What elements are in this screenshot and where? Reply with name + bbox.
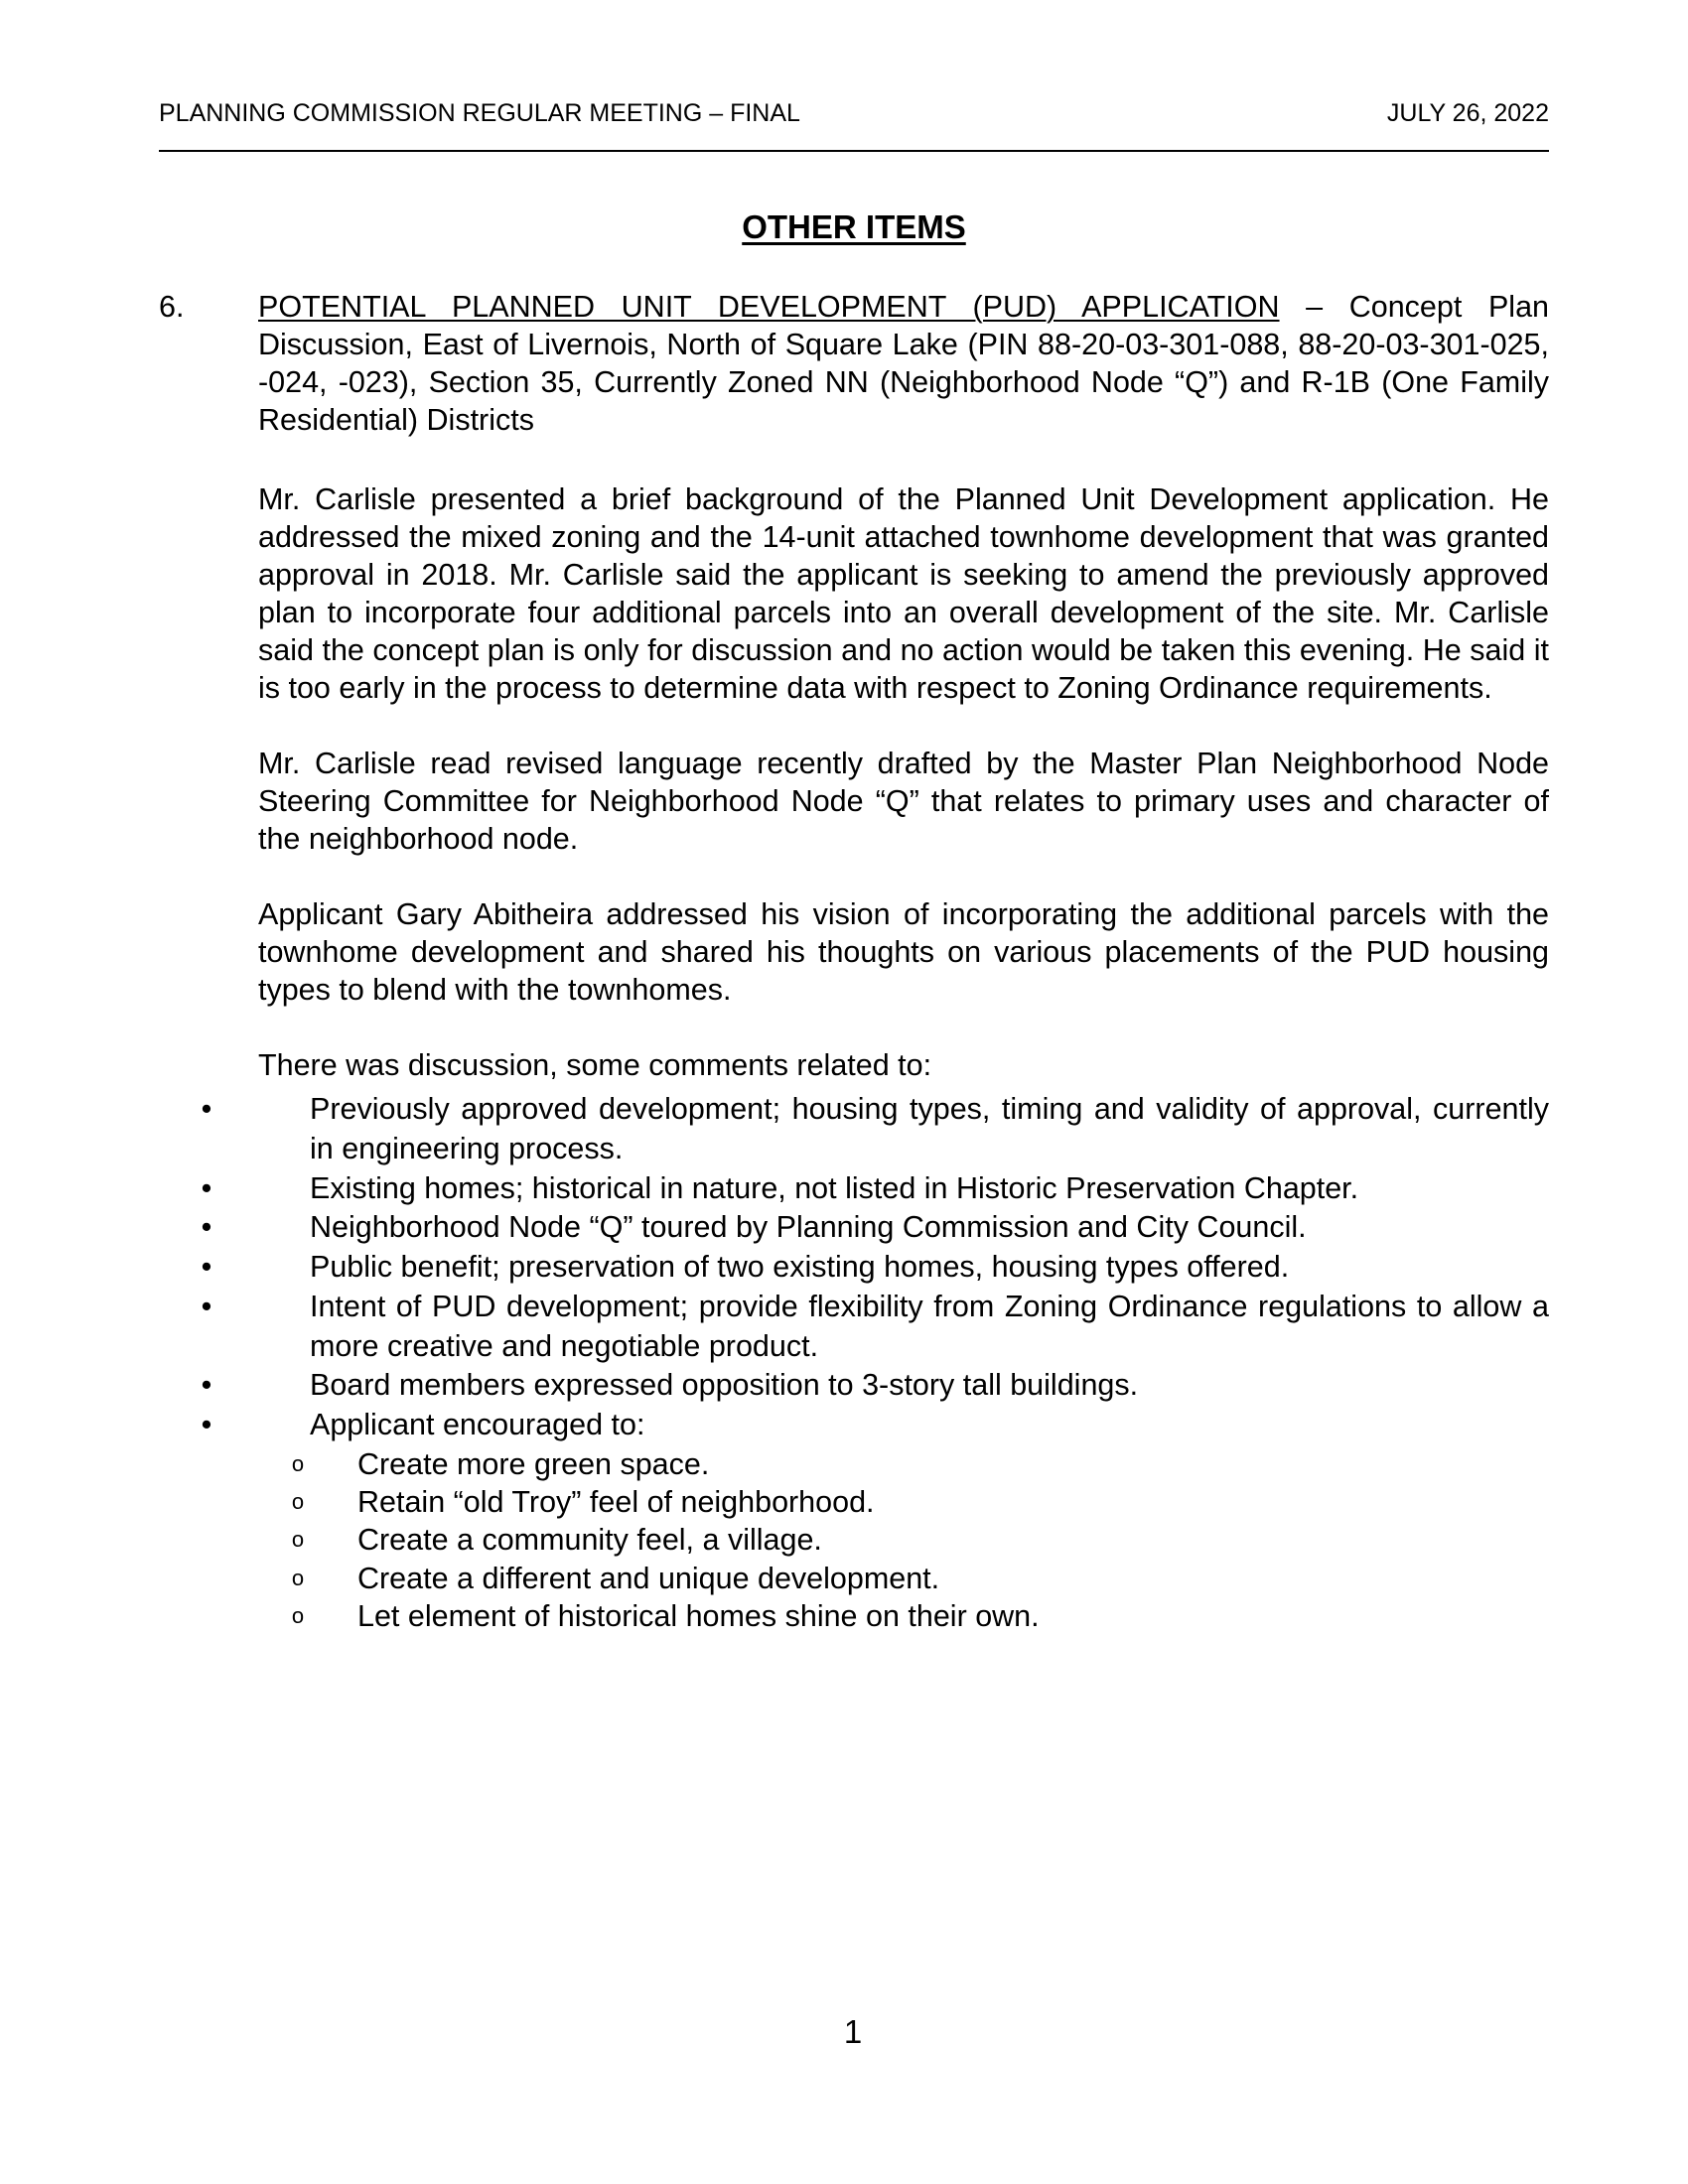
bullet-icon: • [201, 1408, 212, 1441]
bullet-icon: • [201, 1289, 212, 1323]
encouragement-sub-list [258, 1445, 1497, 1635]
sub-list-item-text: Create a community feel, a village. [357, 1523, 822, 1558]
list-item [179, 1169, 1549, 1209]
bullet-icon: • [201, 1368, 212, 1403]
list-item-text: Neighborhood Node “Q” toured by Planning Commission and City Council. [310, 1210, 1307, 1245]
discussion-bullet-list [179, 1090, 1549, 1635]
list-item [179, 1208, 1549, 1248]
list-item [179, 1090, 1549, 1169]
item-number: 6. [159, 290, 185, 324]
bullet-icon: • [201, 1250, 212, 1284]
page-number: 1 [843, 2013, 863, 2050]
item-title-description: – Concept Plan Discussion, East of Livernois, North of Square Lake (PIN 88-20-03-301-088, 88-20-03-301-025, -024, -023), Section 35, Currently Zoned NN (Neighborhood Node “Q”) and R-1B (One Family Residential) Districts [258, 290, 1550, 437]
section-heading-text: OTHER ITEMS [742, 208, 966, 245]
bullet-icon: • [201, 1170, 212, 1205]
hollow-circle-bullet-icon: o [291, 1450, 305, 1476]
sub-list-item [258, 1521, 1497, 1559]
sub-list-item-text: Let element of historical homes shine on their own. [357, 1598, 1040, 1633]
list-item [179, 1248, 1549, 1288]
section-heading [159, 207, 1549, 247]
list-item-text: Public benefit; preservation of two existing homes, housing types offered. [310, 1250, 1290, 1284]
sub-list-item [258, 1445, 1497, 1483]
paragraph-applicant-vision: Applicant Gary Abitheira addressed his vision of incorporating the additional parcels with the townhome development and shared his thoughts on various placements of the PUD housing types to blend with the townhomes. [258, 897, 1549, 1007]
list-item [179, 1366, 1549, 1406]
header-divider [159, 150, 1549, 152]
sub-list-item [258, 1560, 1497, 1597]
sub-list-item [258, 1483, 1497, 1521]
hollow-circle-bullet-icon: o [291, 1602, 305, 1628]
sub-list-item [258, 1597, 1497, 1635]
item-title: POTENTIAL PLANNED UNIT DEVELOPMENT (PUD) APPLICATION [258, 290, 1280, 324]
sub-list-item-text: Retain “old Troy” feel of neighborhood. [357, 1485, 875, 1520]
list-item [179, 1406, 1549, 1635]
hollow-circle-bullet-icon: o [291, 1565, 305, 1590]
list-item-text: Applicant encouraged to: [310, 1408, 645, 1441]
list-item-text: Board members expressed opposition to 3-story tall buildings. [310, 1368, 1139, 1403]
list-item-text: Existing homes; historical in nature, not listed in Historic Preservation Chapter. [310, 1170, 1359, 1205]
sub-list-item-text: Create a different and unique development. [357, 1561, 940, 1595]
list-item-text: Intent of PUD development; provide flexibility from Zoning Ordinance regulations to allow a more creative and negotiable product. [310, 1289, 1549, 1363]
hollow-circle-bullet-icon: o [291, 1489, 305, 1515]
running-header [159, 97, 1549, 129]
item-heading [258, 288, 1549, 439]
discussion-lead: There was discussion, some comments related to: [258, 1048, 932, 1082]
meeting-title: PLANNING COMMISSION REGULAR MEETING – FINAL [159, 99, 800, 127]
paragraph-revised-language: Mr. Carlisle read revised language recently drafted by the Master Plan Neighborhood Node Steering Committee for Neighborhood Node “Q” that relates to primary uses and character of the neighborhood node. [258, 747, 1549, 856]
sub-list-item-text: Create more green space. [357, 1446, 710, 1481]
list-item [179, 1288, 1549, 1367]
list-item-text: Previously approved development; housing types, timing and validity of approval, currently in engineering process. [310, 1092, 1549, 1165]
bullet-icon: • [201, 1092, 212, 1126]
meeting-date: JULY 26, 2022 [1386, 99, 1549, 127]
hollow-circle-bullet-icon: o [291, 1527, 305, 1553]
minutes-body [201, 480, 1549, 1635]
paragraph-background: Mr. Carlisle presented a brief background of the Planned Unit Development application. He addressed the mixed zoning and the 14-unit attached townhome development that was granted approval in 2018. Mr. Carlisle said the applicant is seeking to amend the previously approved plan to incorporate four additional parcels into an overall development of the site. Mr. Carlisle said the concept plan is only for discussion and no action would be taken this evening. He said it is too early in the process to determine data with respect to Zoning Ordinance requirements. [258, 482, 1549, 705]
bullet-icon: • [201, 1210, 212, 1245]
